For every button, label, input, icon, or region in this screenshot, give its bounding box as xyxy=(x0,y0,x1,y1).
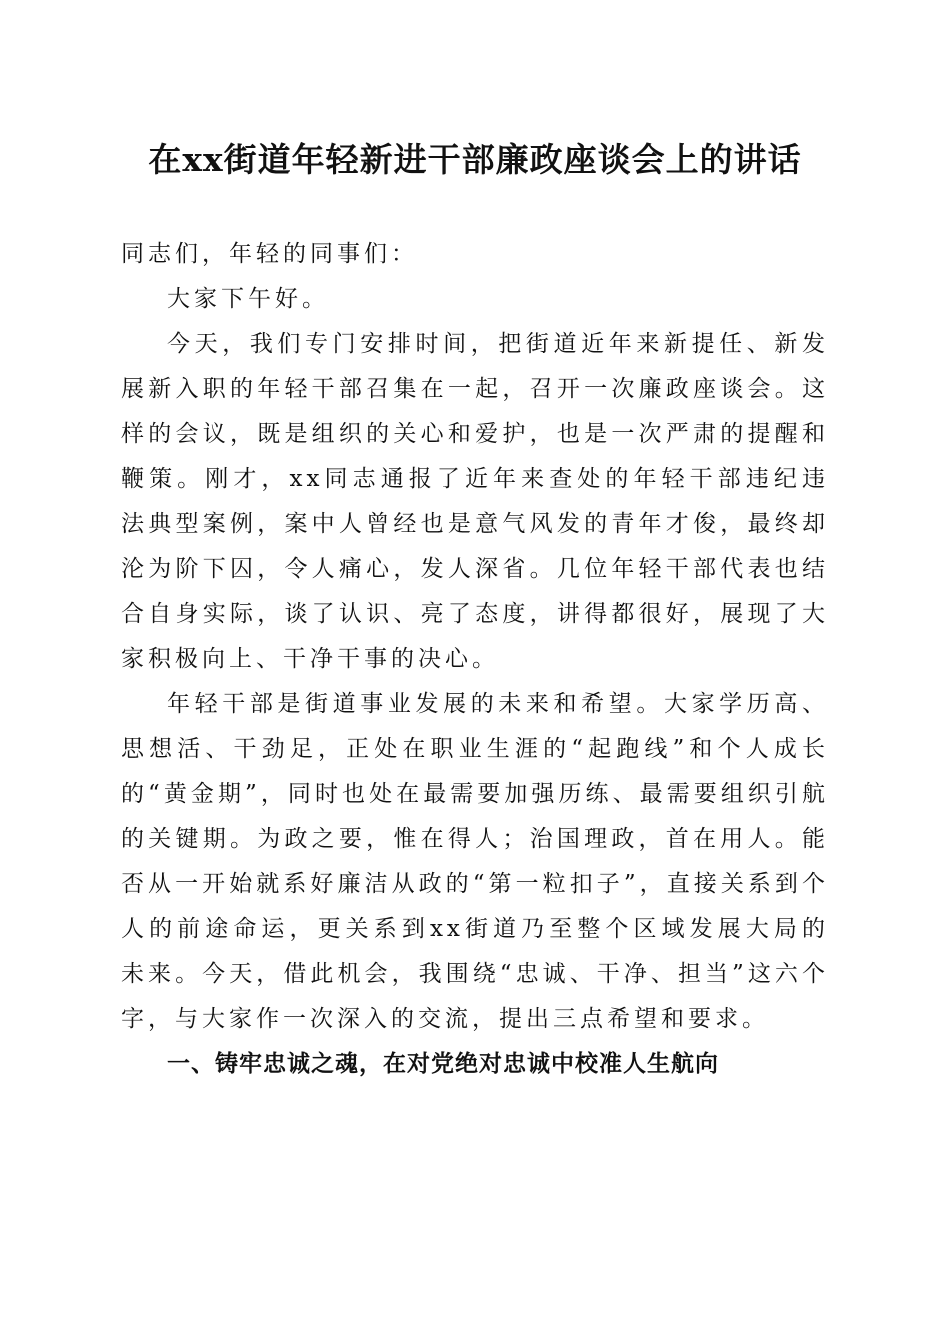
section-heading-1: 一、铸牢忠诚之魂，在对党绝对忠诚中校准人生航向 xyxy=(167,1051,719,1077)
document-body xyxy=(121,232,829,1087)
salutation: 同志们，年轻的同事们： xyxy=(121,241,418,267)
paragraph-greeting: 大家下午好。 xyxy=(167,286,329,312)
document-title: 在xx街道年轻新进干部廉政座谈会上的讲话 xyxy=(148,140,802,179)
paragraph-introduction: 今天，我们专门安排时间，把街道近年来新提任、新发展新入职的年轻干部召集在一起，召开一次廉政座谈会。这样的会议，既是组织的关心和爱护，也是一次严肃的提醒和鞭策。刚才，xx同志通报了近年来查处的年轻干部违纪违法典型案例，案中人曾经也是意气风发的青年才俊，最终却沦为阶下囚，令人痛心，发人深省。几位年轻干部代表也结合自身实际，谈了认识、亮了态度，讲得都很好，展现了大家积极向上、干净干事的决心。 xyxy=(121,331,829,672)
paragraph-young-cadres: 年轻干部是街道事业发展的未来和希望。大家学历高、思想活、干劲足，正处在职业生涯的“起跑线”和个人成长的“黄金期”，同时也处在最需要加强历练、最需要组织引航的关键期。为政之要，惟在得人；治国理政，首在用人。能否从一开始就系好廉洁从政的“第一粒扣子”，直接关系到个人的前途命运，更关系到xx街道乃至整个区域发展大局的未来。今天，借此机会，我围绕“忠诚、干净、担当”这六个字，与大家作一次深入的交流，提出三点希望和要求。 xyxy=(121,691,829,1032)
